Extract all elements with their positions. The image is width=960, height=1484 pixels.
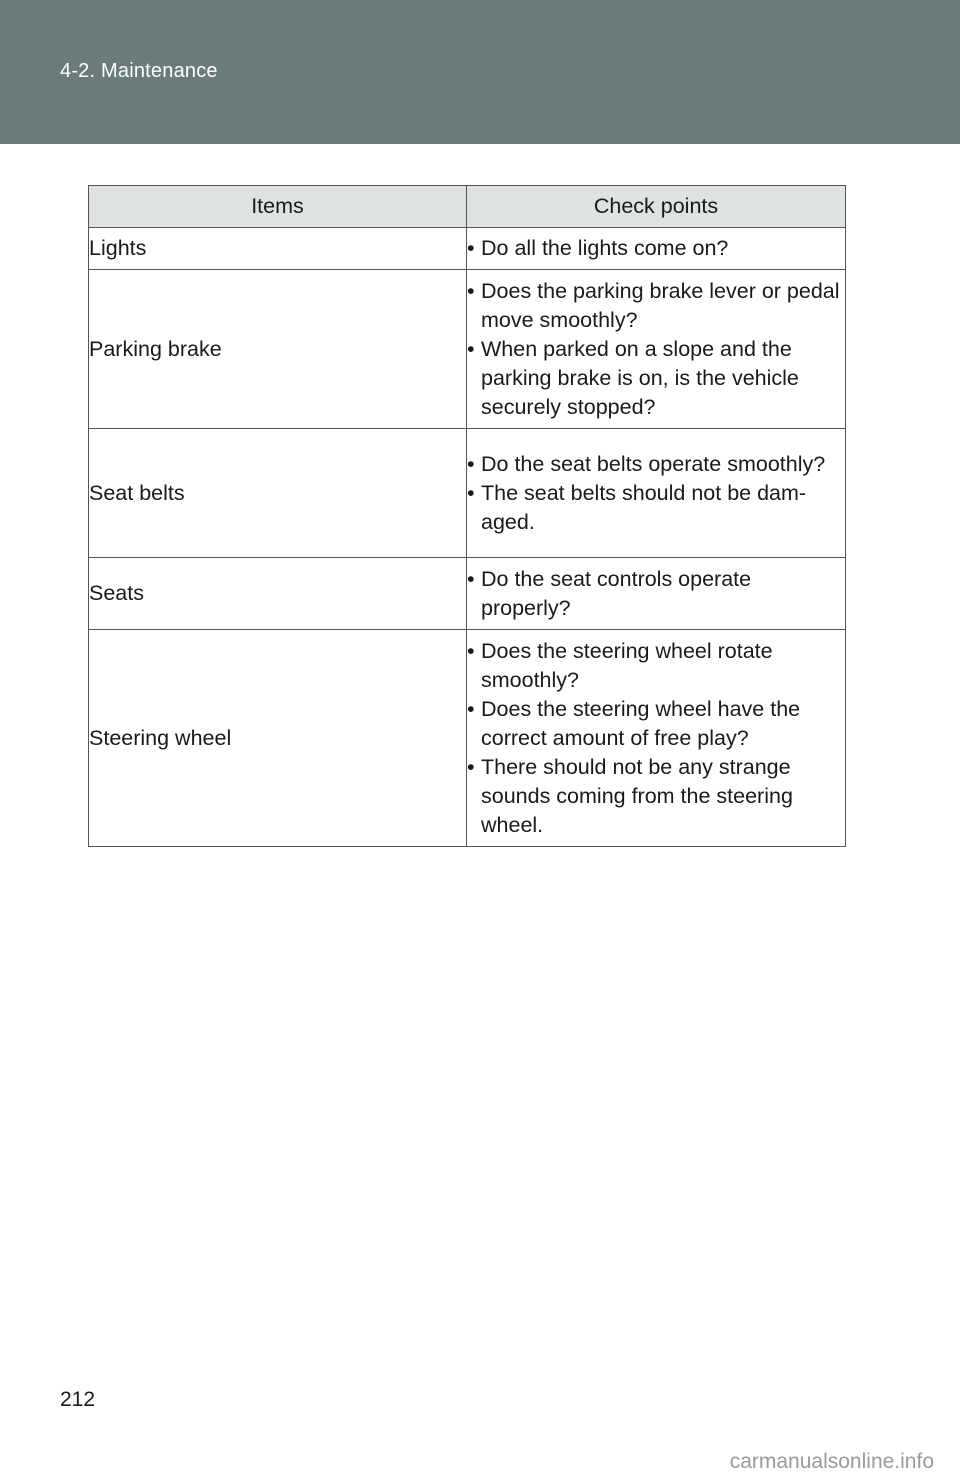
check-point: • Does the steering wheel rotate smoothly? — [467, 638, 773, 692]
check-point: • There should not be any strange sounds coming from the steering wheel. — [467, 754, 793, 837]
check-point: • Does the steering wheel have the correct amount of free play? — [467, 696, 801, 750]
check-points-table — [88, 185, 846, 847]
table-row — [89, 228, 846, 270]
item-cell: Parking brake — [89, 270, 467, 429]
table-header-row — [89, 186, 846, 228]
item-cell: Lights — [89, 228, 467, 270]
check-point: • The seat belts should not be dam-aged. — [467, 480, 807, 534]
section-title: 4-2. Maintenance — [60, 60, 218, 82]
table-row — [89, 558, 846, 630]
check-point: • Do the seat controls operate properly? — [467, 566, 752, 620]
check-points-list — [467, 565, 845, 623]
column-header-check-points: Check points — [467, 186, 846, 228]
check-points-cell — [467, 429, 846, 558]
item-cell: Seats — [89, 558, 467, 630]
check-points-list — [467, 637, 845, 840]
table-row — [89, 429, 846, 558]
check-points-cell — [467, 558, 846, 630]
check-point: • Do all the lights come on? — [467, 236, 729, 260]
check-point: • Does the parking brake lever or pedal move smoothly? — [467, 278, 840, 332]
item-cell: Seat belts — [89, 429, 467, 558]
page-number: 212 — [60, 1388, 96, 1411]
watermark: carmanualsonline.info — [729, 1450, 934, 1473]
check-points-cell — [467, 228, 846, 270]
table-row — [89, 270, 846, 429]
check-points-list — [467, 234, 845, 263]
column-header-items: Items — [89, 186, 467, 228]
check-point: • Do the seat belts operate smoothly? — [467, 451, 826, 476]
check-points-list — [467, 277, 845, 422]
check-point: • When parked on a slope and the parking brake is on, is the vehicle securely stopped? — [467, 336, 799, 419]
check-points-list — [467, 450, 845, 537]
check-points-cell — [467, 630, 846, 847]
table-row — [89, 630, 846, 847]
check-points-cell — [467, 270, 846, 429]
item-cell: Steering wheel — [89, 630, 467, 847]
